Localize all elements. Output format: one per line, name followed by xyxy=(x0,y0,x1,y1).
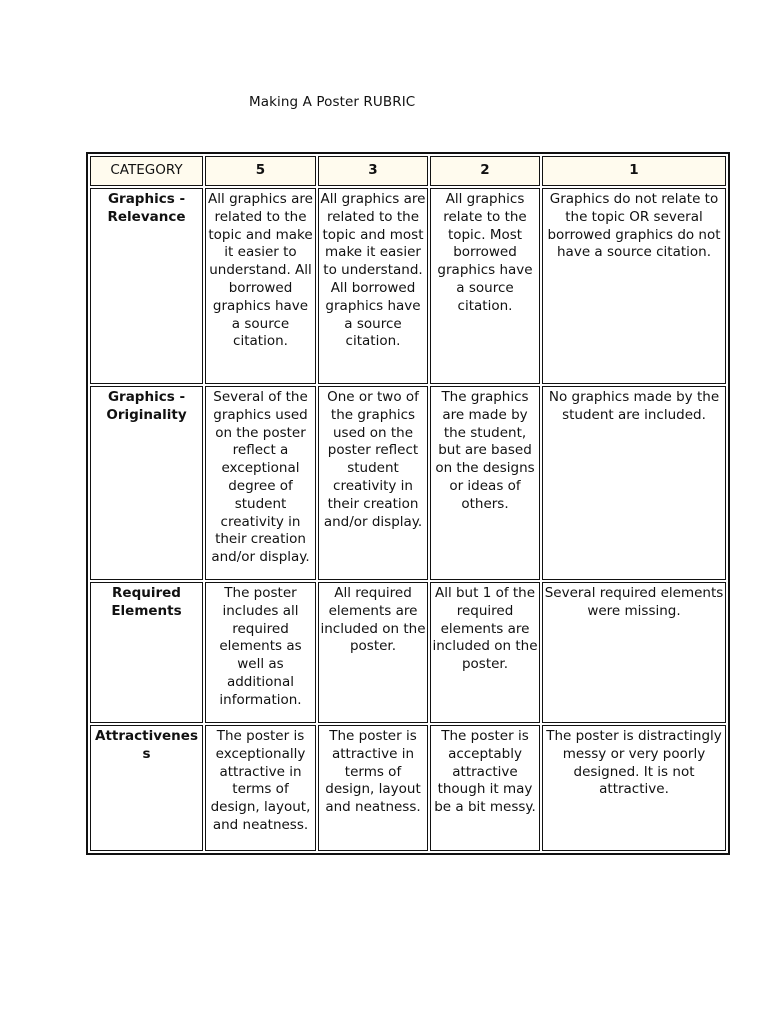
header-level-2: 2 xyxy=(430,156,540,186)
rubric-cell: The graphics are made by the student, but are based on the designs or ideas of others. xyxy=(430,386,540,580)
rubric-cell: Several required elements were missing. xyxy=(542,582,726,723)
rubric-cell: All required elements are included on the poster. xyxy=(318,582,428,723)
row-category: Graphics - Originality xyxy=(90,386,203,580)
rubric-cell: No graphics made by the student are included. xyxy=(542,386,726,580)
table-row xyxy=(90,582,726,723)
header-category: CATEGORY xyxy=(90,156,203,186)
table-row xyxy=(90,386,726,580)
rubric-cell: All graphics relate to the topic. Most borrowed graphics have a source citation. xyxy=(430,188,540,384)
table-row xyxy=(90,188,726,384)
rubric-cell: The poster is distractingly messy or very poorly designed. It is not attractive. xyxy=(542,725,726,851)
header-row xyxy=(90,156,726,186)
header-level-3: 3 xyxy=(318,156,428,186)
rubric-cell: All but 1 of the required elements are included on the poster. xyxy=(430,582,540,723)
row-category: Attractiveness xyxy=(90,725,203,851)
row-category: Required Elements xyxy=(90,582,203,723)
rubric-table-container xyxy=(86,152,726,855)
header-level-1: 1 xyxy=(542,156,726,186)
rubric-cell: All graphics are related to the topic and make it easier to understand. All borrowed graphics have a source citation. xyxy=(205,188,316,384)
row-category: Graphics - Relevance xyxy=(90,188,203,384)
rubric-cell: The poster is exceptionally attractive in terms of design, layout, and neatness. xyxy=(205,725,316,851)
header-level-5: 5 xyxy=(205,156,316,186)
rubric-cell: One or two of the graphics used on the poster reflect student creativity in their creation and/or display. xyxy=(318,386,428,580)
table-row xyxy=(90,725,726,851)
rubric-cell: Graphics do not relate to the topic OR several borrowed graphics do not have a source citation. xyxy=(542,188,726,384)
rubric-cell: All graphics are related to the topic and most make it easier to understand. All borrowed graphics have a source citation. xyxy=(318,188,428,384)
rubric-cell: Several of the graphics used on the poster reflect a exceptional degree of student creativity in their creation and/or display. xyxy=(205,386,316,580)
rubric-cell: The poster is attractive in terms of design, layout and neatness. xyxy=(318,725,428,851)
rubric-cell: The poster is acceptably attractive though it may be a bit messy. xyxy=(430,725,540,851)
rubric-table xyxy=(86,152,730,855)
document-title: Making A Poster RUBRIC xyxy=(249,94,416,110)
rubric-cell: The poster includes all required elements as well as additional information. xyxy=(205,582,316,723)
